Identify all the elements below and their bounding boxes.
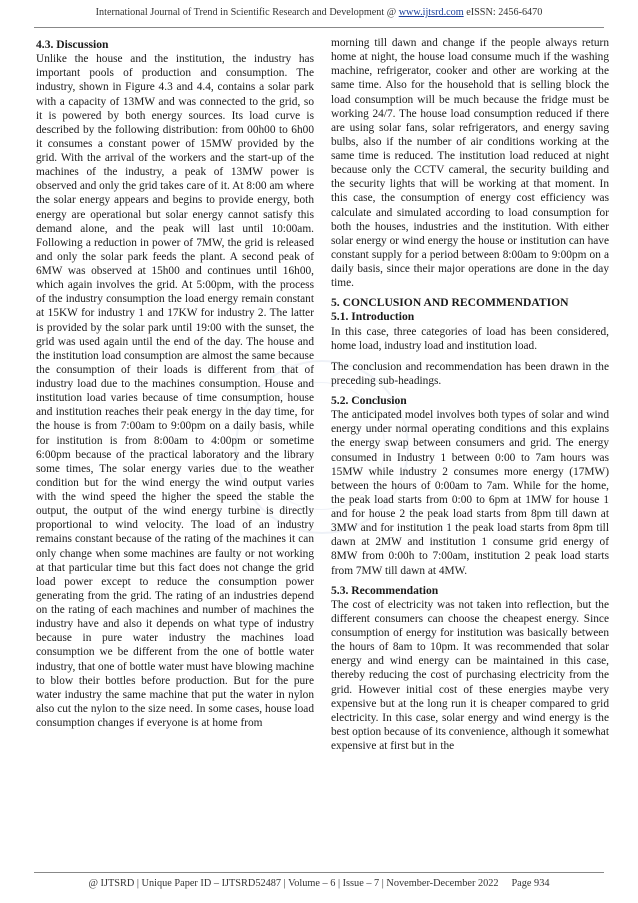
subsection-heading-conclusion: 5.2. Conclusion <box>331 394 407 407</box>
subsection-heading-introduction: 5.1. Introduction <box>331 310 415 324</box>
introduction-paragraph-1: In this case, three categories of load has been considered, home load, industry load and institution load. <box>331 325 609 352</box>
section-heading-conclusion-recommendation: 5. CONCLUSION AND RECOMMENDATION <box>331 296 569 310</box>
introduction-paragraph-2: The conclusion and recommendation has been drawn in the preceding sub-headings. <box>331 360 609 387</box>
header-divider <box>34 27 604 28</box>
issn: eISSN: 2456-6470 <box>466 7 543 18</box>
running-footer <box>0 878 638 889</box>
footer-divider <box>34 872 604 873</box>
subsection-heading-recommendation: 5.3. Recommendation <box>331 583 439 597</box>
page-number: Page 934 <box>511 878 550 889</box>
conclusion-paragraph: The anticipated model involves both types of solar and wind energy under normal operating conditions and this explains the energy swap between consumers and grid. The energy consumed in Industry 1 between 0:00 to 7am hours was 15MW while industry 2 consumes more energy (17MW) between the hours of 0:00am to 7am. While for the home, the peak load starts from 0:00 to 6pm at 1MW for house 1 and for house 2 the peak load starts from 8pm till dawn at 3MW and for institution 1 the peak load starts from 8pm till dawn at 2MW and institution 1 consume grid energy of 8MW from 0:00h to 7:00am, institution 2 peak load starts from 7MW till dawn at 4MW. <box>331 409 609 577</box>
journal-name: International Journal of Trend in Scientific Research and Development @ <box>95 7 397 18</box>
recommendation-paragraph: The cost of electricity was not taken into reflection, but the different consumers can choose the cheapest energy. Since consumption of energy for institution was basically between the hours of 8am to 10pm. It was recommended that solar energy and wind energy can be maintained in this case, thereby reducing the cost of purchasing electricity from the grid. However initial cost of these energies maybe very expensive but at the long run it is cheaper compared to grid electricity. In this case, solar energy and wind energy is the best option because of its convenience, although it somewhat expensive at first but in the <box>331 598 609 752</box>
running-header <box>0 7 638 18</box>
left-column <box>36 38 314 858</box>
right-column <box>331 36 609 856</box>
section-heading-discussion: 4.3. Discussion <box>36 38 109 51</box>
discussion-paragraph: Unlike the house and the institution, the industry has important pools of production and consumption. The industry, shown in Figure 4.3 and 4.4, contains a solar park with a capacity of 13MW and was connected to the grid, so it is powered by both energy sources. Its load curve is described by the following distribution: from 00h00 to 6h00 it consumes a constant power of 15MW provided by the grid. With the arrival of the workers and the start-up of the machines of the industry, a peak of 13MW power is observed and only the grid takes care of it. At 8:00 am where the solar energy appears and begins to provide energy, both energy are operational but solar energy cannot satisfy this demand alone, and the peak will last until 10:00am. Following a reduction in power of 7MW, the grid is released and only the solar park feeds the plant. A second peak of 6MW was observed at 15h00 and continues until 16h00, which again involves the grid. At 5:00pm, with the process of the industry consumption the load energy remain constant at 15KW for industry 1 and 17KW for industry 2. The latter is provided by the solar park until 19:00 with the sunset, the grid was used again until the end of the day. The house and the institution load consumption are almost the same because the consumption of their loads is different from that of industry load due to the machines consumption. House and institution load varies because of time consumption, house and institution reaches their peak energy in the day time, for the house is from 7:00am to 9:00pm on a daily basis, while for institution is from 8:00am to 4:00pm or sometime 6:00pm because of the practical laboratory and the library some times, The solar energy varies due to the weather condition but for the wind energy the wind output varies with the wind speed the higher the speed the stable the output, the output of the wind energy turbine is directly proportional to wind velocity. The load of an industry remains constant because of the rating of the machines it can only change when some machines are faulty or not working at that particular time but this fact does not change the grid load power except to reduce the consumption power generating from the grid. The rating of an industries depend on the rating of each machines and number of machines the industry have and also it depends on what type of industry because in pure water industry the machines load consumption we be different from the one of bottle water industry, that one of bottle water must have blowing machine to blow their bottles before production. But for the pure water industry the same machine that put the water in nylon also cut the nylon to the size need. In some cases, house load consumption changes if everyone is at home from <box>36 53 314 729</box>
discussion-continuation-paragraph: morning till dawn and change if the people always return home at night, the house load consume much if the washing machine, refrigerator, cooker and other are working at the same time. Also for the household that is selling block the load consumption will be much because the fridge must be working 24/7. The house load consumption reduced if there are using solar fans, solar refrigerators, and energy saving bulbs, also if the number of air conditions working at the same time is reduced. The institution load reduced at night because only the CCTV cameral, the security building and the security lights that will be working at that moment. In this case, the consumption of energy cost efficiency was calculate and simulated according to load consumption for both the houses, industries and the institution. With either solar energy or wind energy the house or institution can have constant supply for a period between 8:00am to 9:00pm on a daily basis, since their major operations are done in the day time. <box>331 37 609 290</box>
footer-paper-info: @ IJTSRD | Unique Paper ID – IJTSRD52487 | Volume – 6 | Issue – 7 | November-December 2022 <box>88 878 499 889</box>
journal-url-link[interactable]: www.ijtsrd.com <box>398 7 464 18</box>
